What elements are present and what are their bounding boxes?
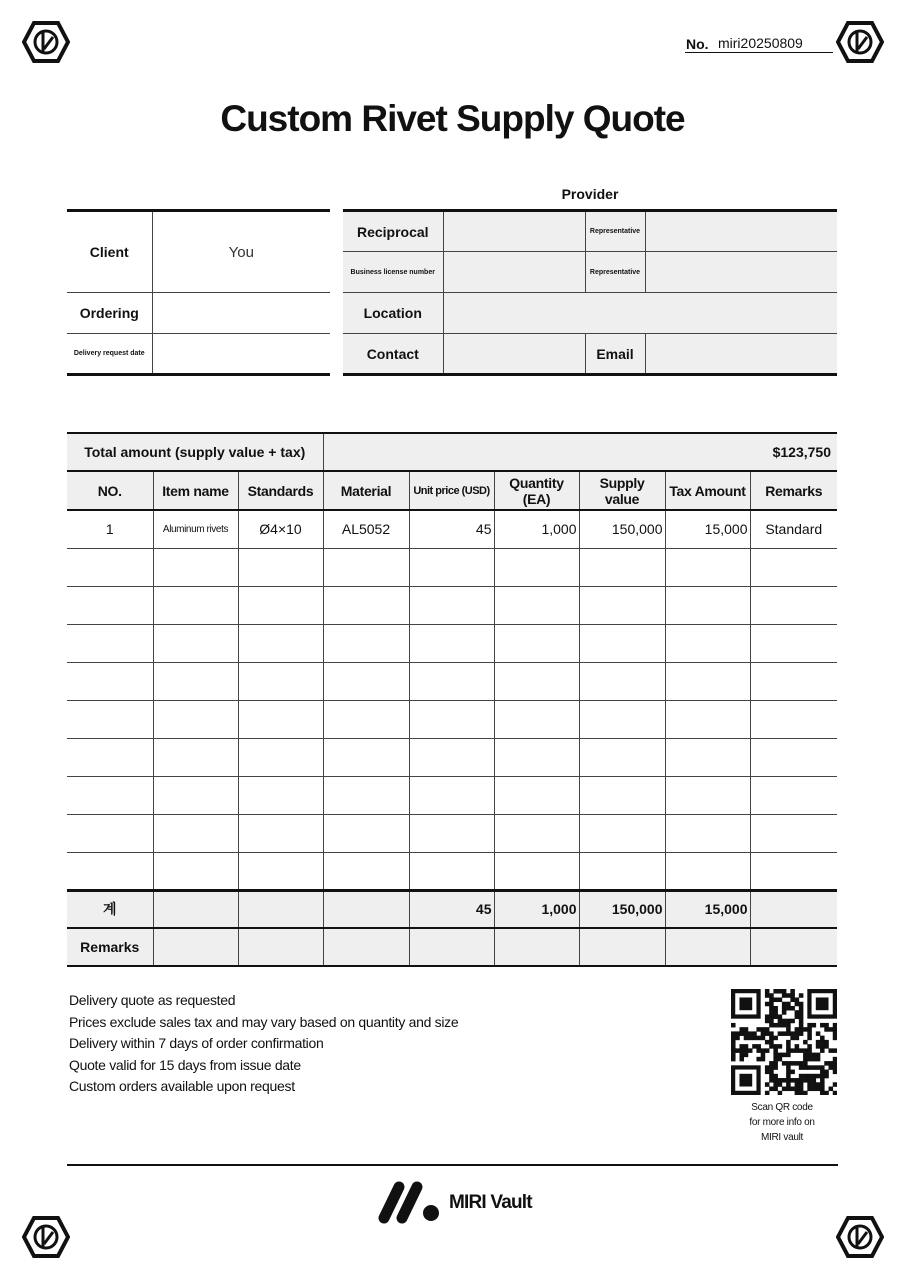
reciprocal-value [443, 211, 585, 252]
qr-caption-line: MIRI vault [760, 1132, 803, 1143]
remarks-cell [238, 928, 323, 966]
remarks-cell [323, 928, 409, 966]
table-cell [409, 548, 494, 586]
table-cell [153, 662, 238, 700]
item-name: Aluminum rivets [153, 510, 238, 548]
table-cell [67, 852, 153, 890]
table-row [67, 852, 837, 890]
brand-logo-icon [377, 1180, 441, 1224]
table-cell [238, 700, 323, 738]
table-cell [409, 776, 494, 814]
table-cell [67, 738, 153, 776]
table-row [67, 586, 837, 624]
table-cell [665, 662, 750, 700]
email-value [645, 334, 837, 375]
table-cell [579, 814, 665, 852]
column-header: Standards [238, 471, 323, 510]
representative-label: Representative [585, 211, 645, 252]
item-remarks: Standard [750, 510, 837, 548]
notes-list [69, 990, 458, 1098]
table-cell [238, 776, 323, 814]
qr-code-icon[interactable] [731, 989, 837, 1095]
ordering-label: Ordering [67, 293, 152, 334]
sum-cell [750, 890, 837, 928]
table-cell [750, 738, 837, 776]
table-cell [665, 814, 750, 852]
table-cell [579, 624, 665, 662]
table-cell [494, 852, 579, 890]
table-row [67, 624, 837, 662]
item-unit-price: 45 [409, 510, 494, 548]
client-value: You [228, 243, 254, 261]
table-cell [153, 624, 238, 662]
table-cell [153, 852, 238, 890]
column-header: Supply value [579, 471, 665, 510]
column-header: Item name [153, 471, 238, 510]
item-standard: Ø4×10 [238, 510, 323, 548]
corner-emblem-icon [22, 20, 70, 64]
corner-emblem-icon [836, 1215, 884, 1259]
document-number-value: miri20250809 [718, 35, 803, 51]
table-cell [494, 700, 579, 738]
remarks-cell [750, 928, 837, 966]
remarks-cell [494, 928, 579, 966]
item-quantity: 1,000 [494, 510, 579, 548]
corner-emblem-icon [22, 1215, 70, 1259]
sum-label: 계 [67, 890, 153, 928]
items-table [67, 432, 837, 967]
table-cell [665, 776, 750, 814]
table-cell [665, 700, 750, 738]
table-cell [579, 548, 665, 586]
table-cell [665, 586, 750, 624]
document-number [685, 33, 833, 53]
table-cell [323, 738, 409, 776]
item-supply-value: 150,000 [579, 510, 665, 548]
client-label: Client [67, 211, 152, 293]
table-cell [67, 700, 153, 738]
table-cell [494, 738, 579, 776]
note-line: Delivery quote as requested [69, 992, 236, 1008]
table-cell [665, 624, 750, 662]
table-cell [67, 548, 153, 586]
table-cell [750, 548, 837, 586]
total-amount-value: $123,750 [323, 433, 837, 471]
table-cell [153, 586, 238, 624]
column-header: NO. [67, 471, 153, 510]
table-cell [153, 700, 238, 738]
table-cell [579, 662, 665, 700]
table-cell [409, 662, 494, 700]
note-line: Delivery within 7 days of order confirmation [69, 1035, 324, 1051]
table-cell [409, 700, 494, 738]
table-row [67, 814, 837, 852]
table-cell [409, 624, 494, 662]
table-row [67, 700, 837, 738]
remarks-label: Remarks [67, 928, 153, 966]
table-cell [409, 738, 494, 776]
table-row [67, 510, 837, 548]
column-header: Material [323, 471, 409, 510]
table-cell [323, 548, 409, 586]
qr-caption [727, 1100, 837, 1145]
representative-label: Representative [585, 252, 645, 293]
sum-unit-price: 45 [409, 890, 494, 928]
note-line: Custom orders available upon request [69, 1078, 295, 1094]
column-header: Unit price (USD) [409, 471, 494, 510]
table-cell [153, 776, 238, 814]
sum-tax-amount: 15,000 [665, 890, 750, 928]
sum-cell [238, 890, 323, 928]
qr-caption-line: for more info on [749, 1117, 815, 1128]
page-title: Custom Rivet Supply Quote [220, 98, 685, 139]
table-cell [579, 776, 665, 814]
table-cell [238, 586, 323, 624]
table-cell [494, 548, 579, 586]
remarks-cell [665, 928, 750, 966]
email-label: Email [585, 334, 645, 375]
table-cell [494, 776, 579, 814]
table-cell [750, 814, 837, 852]
footer-divider [67, 1164, 838, 1166]
table-row [67, 662, 837, 700]
table-cell [750, 662, 837, 700]
table-cell [323, 814, 409, 852]
document-number-label: No. [686, 36, 709, 52]
table-cell [323, 624, 409, 662]
table-cell [409, 852, 494, 890]
location-value [443, 293, 837, 334]
column-header: Remarks [750, 471, 837, 510]
table-cell [238, 738, 323, 776]
table-cell [238, 624, 323, 662]
table-cell [67, 776, 153, 814]
contact-label: Contact [343, 334, 443, 375]
table-cell [579, 738, 665, 776]
contact-value [443, 334, 585, 375]
reciprocal-label: Reciprocal [343, 211, 443, 252]
table-cell [579, 586, 665, 624]
table-cell [579, 700, 665, 738]
table-cell [67, 662, 153, 700]
table-cell [323, 700, 409, 738]
delivery-date-label: Delivery request date [67, 334, 152, 375]
total-amount-label: Total amount (supply value + tax) [67, 433, 323, 471]
delivery-date-value [152, 334, 330, 375]
sum-row [67, 890, 837, 928]
column-header: Quantity (EA) [494, 471, 579, 510]
table-cell [409, 814, 494, 852]
table-cell [665, 852, 750, 890]
remarks-cell [153, 928, 238, 966]
table-cell [153, 814, 238, 852]
table-cell [750, 586, 837, 624]
ordering-value [152, 293, 330, 334]
client-info-table [67, 209, 330, 376]
table-cell [665, 548, 750, 586]
table-cell [67, 624, 153, 662]
item-material: AL5052 [323, 510, 409, 548]
provider-section-label: Provider [561, 186, 619, 202]
remarks-cell [579, 928, 665, 966]
remarks-cell [409, 928, 494, 966]
table-cell [750, 776, 837, 814]
table-cell [494, 814, 579, 852]
table-cell [323, 586, 409, 624]
table-cell [238, 814, 323, 852]
table-header-row [67, 471, 837, 510]
qr-caption-line: Scan QR code [751, 1102, 813, 1113]
table-cell [494, 662, 579, 700]
sum-supply-value: 150,000 [579, 890, 665, 928]
table-row [67, 776, 837, 814]
item-tax-amount: 15,000 [665, 510, 750, 548]
table-cell [494, 624, 579, 662]
table-cell [238, 548, 323, 586]
table-row [67, 738, 837, 776]
sum-cell [323, 890, 409, 928]
table-cell [238, 662, 323, 700]
table-cell [238, 852, 323, 890]
representative-value [645, 211, 837, 252]
table-cell [750, 624, 837, 662]
sum-quantity: 1,000 [494, 890, 579, 928]
location-label: Location [343, 293, 443, 334]
business-license-value [443, 252, 585, 293]
remarks-row [67, 928, 837, 966]
table-cell [750, 700, 837, 738]
table-cell [153, 738, 238, 776]
table-cell [67, 814, 153, 852]
business-license-label: Business license number [343, 252, 443, 293]
table-cell [409, 586, 494, 624]
representative-value [645, 252, 837, 293]
table-cell [67, 586, 153, 624]
table-cell [323, 662, 409, 700]
table-cell [323, 776, 409, 814]
table-cell [323, 852, 409, 890]
sum-cell [153, 890, 238, 928]
table-cell [153, 548, 238, 586]
table-cell [579, 852, 665, 890]
provider-info-table [343, 209, 837, 376]
column-header: Tax Amount [665, 471, 750, 510]
brand-name: MIRI Vault [449, 1192, 532, 1213]
table-row [67, 548, 837, 586]
item-no: 1 [67, 510, 153, 548]
corner-emblem-icon [836, 20, 884, 64]
table-cell [665, 738, 750, 776]
table-cell [494, 586, 579, 624]
note-line: Prices exclude sales tax and may vary based on quantity and size [69, 1013, 459, 1030]
note-line: Quote valid for 15 days from issue date [69, 1056, 301, 1073]
table-cell [750, 852, 837, 890]
